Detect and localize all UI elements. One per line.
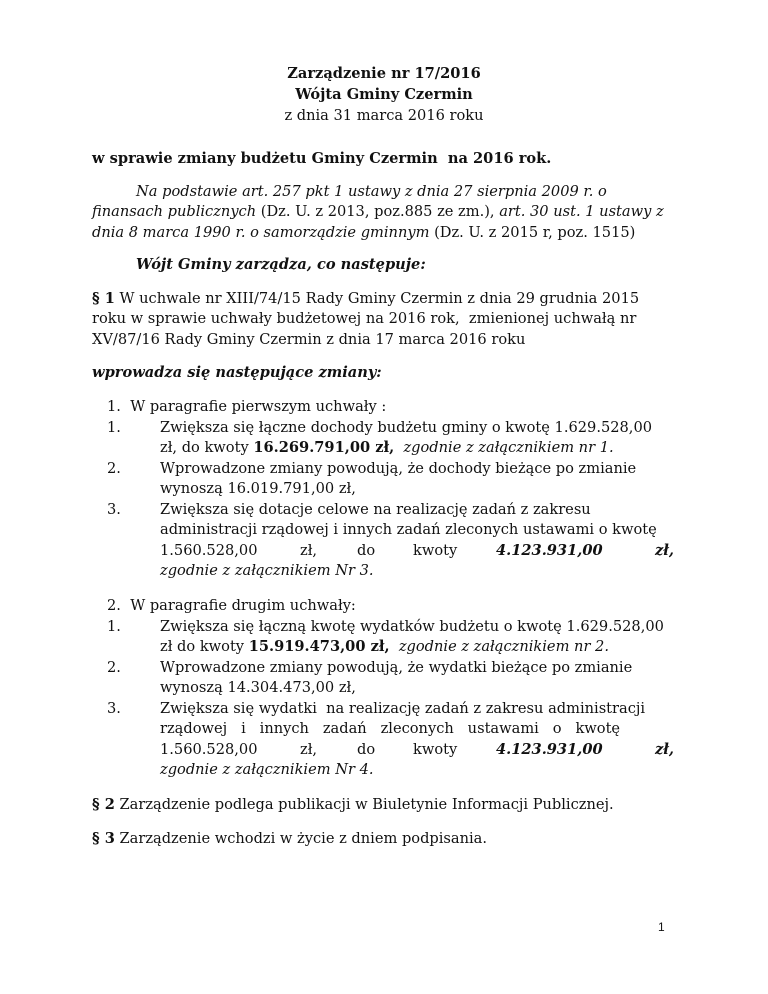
section-1-item-1-line-2 [160,438,614,459]
attachment-ref: zgodnie z załącznikiem nr 1. [394,439,614,456]
document-title: Zarządzenie nr 17/2016 [287,65,481,82]
section-2-item-1-line-2 [160,637,609,658]
decree-intro: Wójt Gminy zarządza, co następuje: [136,256,426,273]
section-mark: § 2 [92,796,115,813]
section-1-item-3-amount-to: 4.123.931,00 [496,542,603,559]
paragraph-1-line-3: XV/87/16 Rady Gminy Czermin z dnia 17 marca 2016 roku [92,331,526,348]
legal-basis-act-name-2: dnia 8 marca 1990 r. o samorządzie gminnym [92,224,430,241]
section-1-item-3-amount-from: 1.560.528,00 [160,542,258,559]
section-mark: § 1 [92,290,115,307]
section-2-item-2-number: 2. [107,659,121,676]
attachment-ref: zgodnie z załącznikiem nr 2. [389,638,609,655]
section-2-label: 2. W paragrafie drugim uchwały: [107,597,356,614]
text: zł, do kwoty [160,439,254,456]
legal-basis-journal-ref-2: (Dz. U. z 2015 r, poz. 1515) [429,224,636,241]
text: zł do kwoty [160,638,249,655]
section-2-item-3-currency-2: zł, [655,741,674,758]
paragraph-1-line-1 [92,289,639,310]
changes-heading: wprowadza się następujące zmiany: [92,364,382,381]
section-mark: § 3 [92,830,115,847]
section-2-item-1-number: 1. [107,618,121,635]
paragraph-1-line-2: roku w sprawie uchwały budżetowej na 2016 rok, zmienionej uchwałą nr [92,310,637,327]
section-2-item-3-amount-to: 4.123.931,00 [496,741,603,758]
income-total-amount: 16.269.791,00 zł, [253,439,395,456]
section-1-item-3-currency-1: zł, [300,542,318,559]
page-number: 1 [658,920,665,934]
section-2-item-2-line-1: Wprowadzone zmiany powodują, że wydatki bieżące po zmianie [160,659,633,676]
section-1-item-3-line-1: Zwiększa się dotacje celowe na realizację zadań z zakresu [160,501,591,518]
legal-basis-line-1: Na podstawie art. 257 pkt 1 ustawy z dnia 27 sierpnia 2009 r. o [136,183,607,200]
section-2-item-3-number: 3. [107,700,121,717]
paragraph-2-text: Zarządzenie podlega publikacji w Biuletynie Informacji Publicznej. [114,796,614,813]
expense-total-amount: 15.919.473,00 zł, [248,638,390,655]
section-2-item-3-word-do: do [357,741,376,758]
paragraph-1-text: W uchwale nr XIII/74/15 Rady Gminy Czermin z dnia 29 grudnia 2015 [114,290,640,307]
section-2-item-3-line-1: Zwiększa się wydatki na realizację zadań z zakresu administracji [160,700,646,717]
section-2-item-2-line-2: wynoszą 14.304.473,00 zł, [160,679,356,696]
legal-basis-line-3 [92,223,635,244]
section-2-item-3-currency-1: zł, [300,741,318,758]
section-1-item-2-line-2: wynoszą 16.019.791,00 zł, [160,480,356,497]
legal-basis-act-name: finansach publicznych [92,203,257,220]
section-1-item-1-line-1: Zwiększa się łączne dochody budżetu gminy o kwotę 1.629.528,00 [160,419,653,436]
section-1-item-3-word-do: do [357,542,376,559]
legal-basis-line-2 [92,202,664,223]
paragraph-3 [92,829,487,850]
document-subject: w sprawie zmiany budżetu Gminy Czermin na 2016 rok. [92,150,552,167]
section-1-item-2-number: 2. [107,460,121,477]
issuing-authority: Wójta Gminy Czermin [295,86,473,103]
legal-basis-article: art. 30 ust. 1 ustawy z [499,203,664,220]
paragraph-3-text: Zarządzenie wchodzi w życie z dniem podpisania. [114,830,488,847]
section-1-item-3-number: 3. [107,501,121,518]
section-2-item-1-line-1: Zwiększa się łączną kwotę wydatków budżetu o kwotę 1.629.528,00 [160,618,664,635]
section-1-item-3-currency-2: zł, [655,542,674,559]
section-1-item-2-line-1: Wprowadzone zmiany powodują, że dochody bieżące po zmianie [160,460,637,477]
section-2-item-3-attachment: zgodnie z załącznikiem Nr 4. [160,761,374,778]
section-1-item-1-number: 1. [107,419,121,436]
section-2-item-3-amount-from: 1.560.528,00 [160,741,258,758]
paragraph-2 [92,795,614,816]
section-1-item-3-word-kwoty: kwoty [413,542,458,559]
document-date: z dnia 31 marca 2016 roku [284,107,484,124]
section-2-item-3-word-kwoty: kwoty [413,741,458,758]
legal-basis-journal-ref: (Dz. U. z 2013, poz.885 ze zm.), [256,203,500,220]
section-1-label: 1. W paragrafie pierwszym uchwały : [107,398,387,415]
section-2-item-3-line-2: rządowej i innych zadań zleconych ustawami o kwotę [160,720,621,737]
section-1-item-3-line-2: administracji rządowej i innych zadań zleconych ustawami o kwotę [160,521,657,538]
section-1-item-3-attachment: zgodnie z załącznikiem Nr 3. [160,562,374,579]
